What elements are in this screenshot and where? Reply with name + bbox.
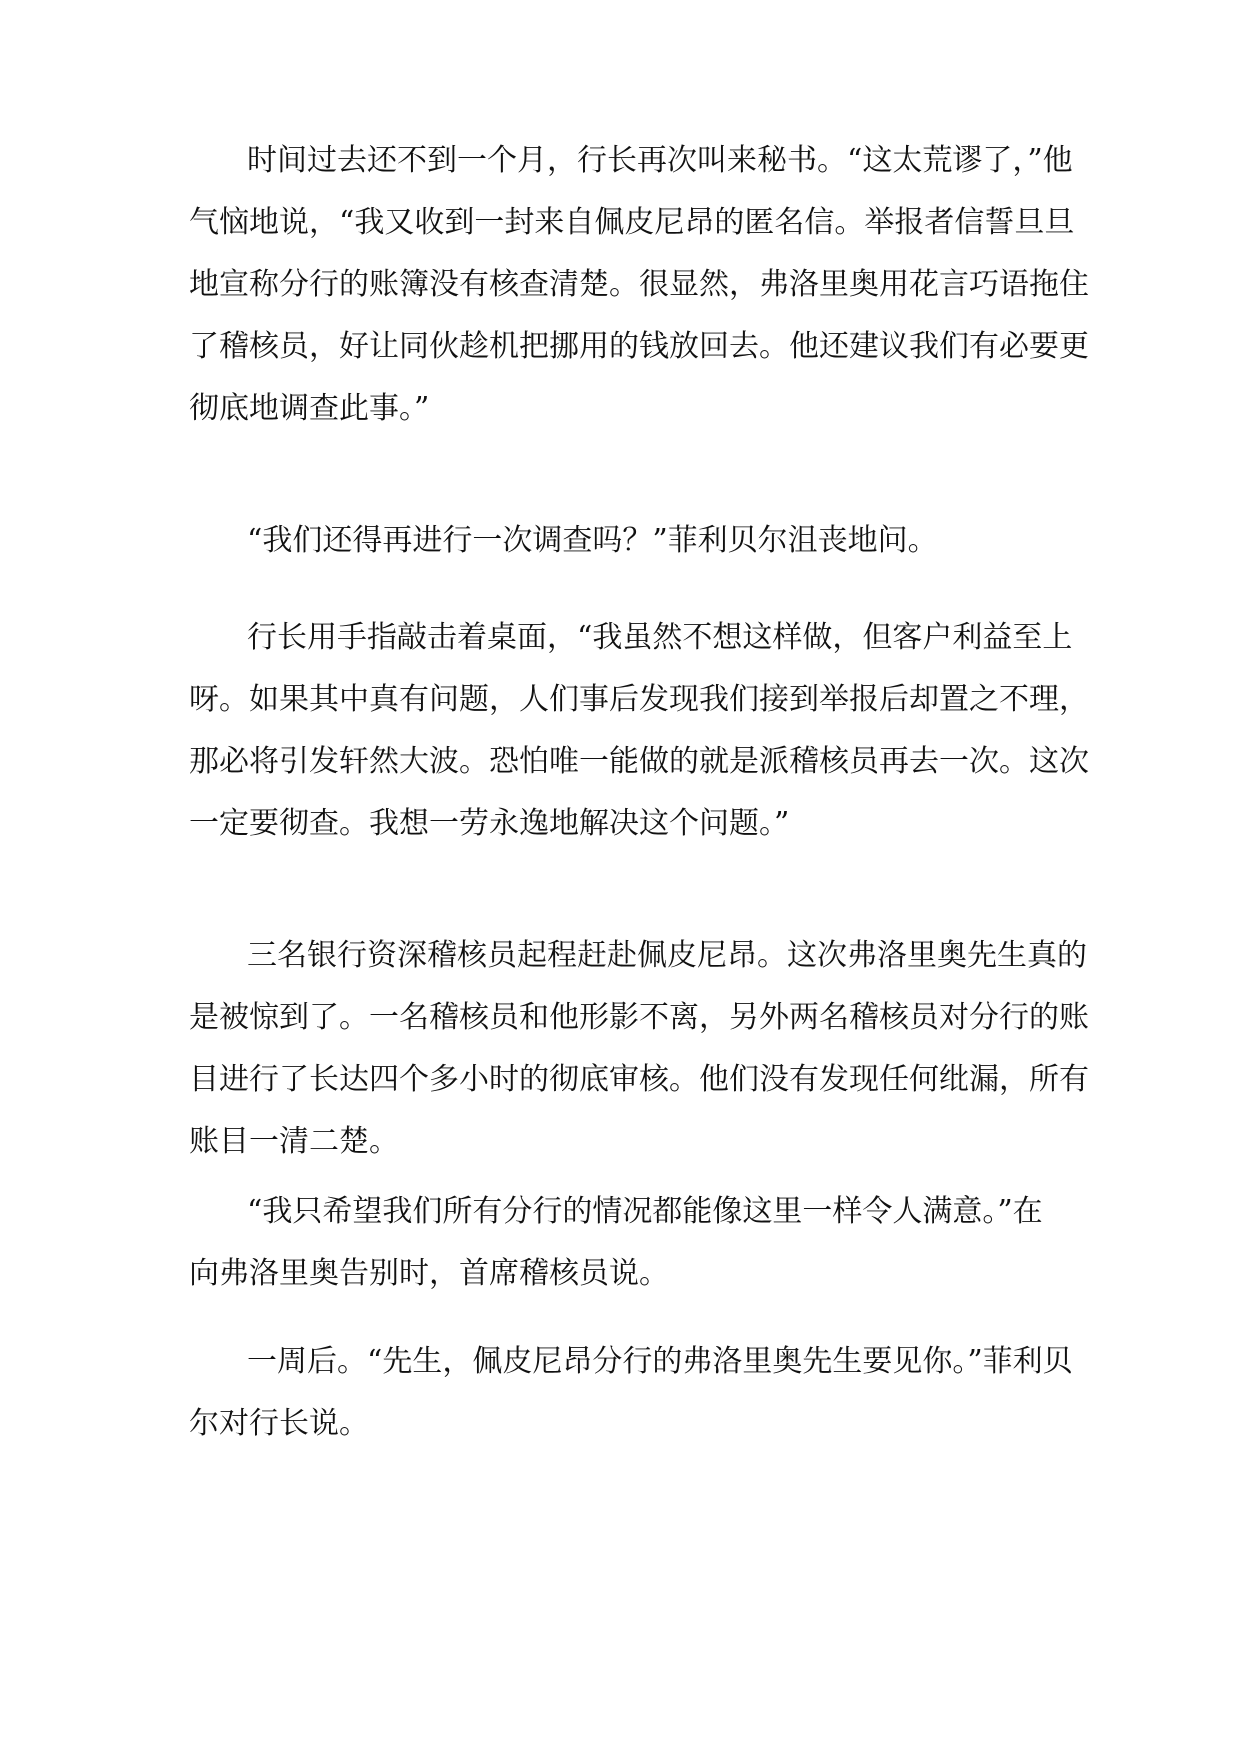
text-line: 地宣称分行的账簿没有核查清楚。很显然，弗洛里奥用花言巧语拖住 (189, 267, 1089, 302)
text-line: 账目一清二楚。 (189, 1124, 399, 1159)
text-line: 那必将引发轩然大波。恐怕唯一能做的就是派稽核员再去一次。这次 (189, 744, 1089, 779)
text-line: “我们还得再进行一次调查吗？”菲利贝尔沮丧地问。 (247, 523, 938, 558)
text-line: 一定要彻查。我想一劳永逸地解决这个问题。” (189, 806, 790, 841)
text-line: 呀。如果其中真有问题，人们事后发现我们接到举报后却置之不理， (189, 682, 1089, 717)
text-line: 气恼地说，“我又收到一封来自佩皮尼昂的匿名信。举报者信誓旦旦 (189, 205, 1075, 240)
paragraph-1 (189, 130, 1089, 440)
text-line: “我只希望我们所有分行的情况都能像这里一样令人满意。”在 (247, 1194, 1043, 1229)
text-line: 向弗洛里奥告别时，首席稽核员说。 (189, 1256, 669, 1291)
text-line: 尔对行长说。 (189, 1406, 369, 1441)
text-line: 彻底地调查此事。” (189, 391, 430, 426)
paragraph-6 (189, 1331, 1073, 1455)
text-line: 时间过去还不到一个月，行长再次叫来秘书。“这太荒谬了，”他 (247, 143, 1073, 178)
paragraph-3 (189, 607, 1089, 855)
paragraph-4 (189, 925, 1089, 1173)
text-line: 是被惊到了。一名稽核员和他形影不离，另外两名稽核员对分行的账 (189, 1000, 1089, 1035)
text-line: 了稽核员，好让同伙趁机把挪用的钱放回去。他还建议我们有必要更 (189, 329, 1089, 364)
text-line: 三名银行资深稽核员起程赶赴佩皮尼昂。这次弗洛里奥先生真的 (247, 938, 1087, 973)
paragraph-5 (189, 1181, 1069, 1305)
text-line: 行长用手指敲击着桌面，“我虽然不想这样做，但客户利益至上 (247, 620, 1073, 655)
text-line: 一周后。“先生，佩皮尼昂分行的弗洛里奥先生要见你。”菲利贝 (247, 1344, 1073, 1379)
paragraph-2 (189, 510, 1069, 572)
text-line: 目进行了长达四个多小时的彻底审核。他们没有发现任何纰漏，所有 (189, 1062, 1089, 1097)
